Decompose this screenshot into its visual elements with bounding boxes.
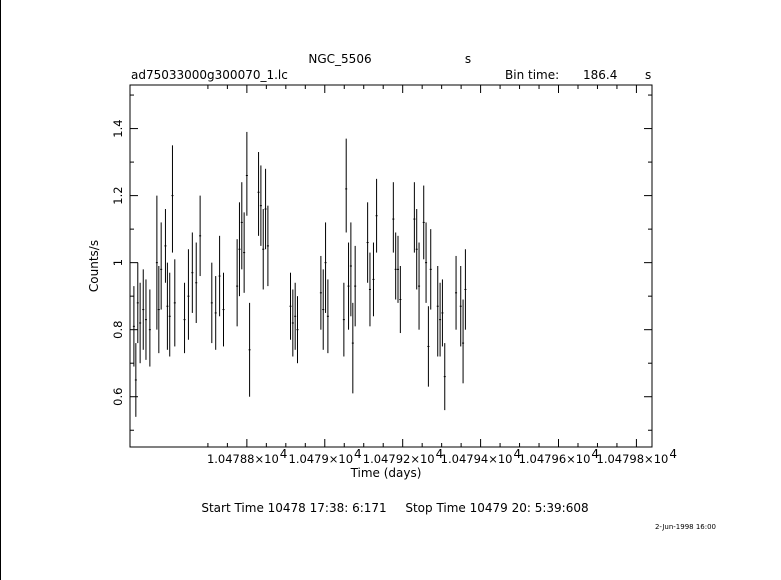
data-point (267, 245, 269, 246)
data-point (369, 289, 371, 290)
data-point (352, 343, 354, 344)
data-point (397, 269, 399, 270)
data-point (215, 312, 217, 313)
data-point (222, 309, 224, 310)
data-point (441, 312, 443, 313)
data-point (413, 219, 415, 220)
data-point (455, 292, 457, 293)
data-point (171, 195, 173, 196)
data-point (354, 286, 356, 287)
data-point (211, 302, 213, 303)
data-point (246, 175, 248, 176)
data-point (238, 249, 240, 250)
data-point (184, 319, 186, 320)
data-point (325, 262, 327, 263)
data-point (343, 319, 345, 320)
data-point (262, 249, 264, 250)
data-point (292, 322, 294, 323)
data-point (191, 272, 193, 273)
y-tick-label: 0.8 (111, 320, 125, 339)
data-point (372, 279, 374, 280)
data-point (199, 235, 201, 236)
x-tick-label: 1.04794×10 (440, 452, 513, 466)
data-point (166, 306, 168, 307)
data-point (348, 286, 350, 287)
data-point (437, 306, 439, 307)
x-tick-label: 1.04798×10 (596, 452, 669, 466)
data-point (367, 242, 369, 243)
data-point (160, 269, 162, 270)
y-tick-label: 1.4 (111, 119, 125, 138)
y-axis-label: Counts/s (87, 239, 101, 293)
object-unit: s (464, 52, 472, 66)
x-tick-exponent: 4 (669, 447, 677, 461)
data-point (444, 376, 446, 377)
data-point (174, 302, 176, 303)
data-point (327, 316, 329, 317)
y-tick-label: 0.6 (111, 387, 125, 406)
start-time: Start Time 10478 17:38: 6:171 (201, 501, 387, 515)
data-point (219, 276, 221, 277)
data-point (265, 209, 267, 210)
data-point (137, 302, 139, 303)
x-tick-label: 1.0479×10 (288, 452, 354, 466)
data-point (289, 306, 291, 307)
data-point (376, 215, 378, 216)
data-point (297, 329, 299, 330)
x-tick-exponent: 4 (279, 447, 288, 461)
data-point (350, 266, 352, 267)
data-point (158, 309, 160, 310)
data-point (399, 299, 401, 300)
data-point (460, 306, 462, 307)
object-name: NGC_5506 (308, 52, 372, 66)
bin-time-unit: s (645, 68, 652, 82)
data-point (169, 316, 171, 317)
data-point (322, 309, 324, 310)
data-point (258, 192, 260, 193)
data-point (294, 316, 296, 317)
y-tick-label: 1 (111, 258, 125, 267)
data-point (156, 262, 158, 263)
data-points (133, 132, 467, 417)
data-point (416, 249, 418, 250)
date-stamp: 2-Jun-1998 16:00 (654, 523, 716, 531)
data-point (236, 286, 238, 287)
x-tick-exponent: 4 (435, 447, 444, 461)
data-point (462, 343, 464, 344)
data-point (425, 262, 427, 263)
data-point (395, 269, 397, 270)
x-axis (207, 85, 677, 466)
data-point (427, 346, 429, 347)
data-point (418, 286, 420, 287)
bin-time-label: Bin time: (505, 68, 560, 82)
plot-frame (130, 85, 652, 447)
data-point (430, 269, 432, 270)
data-point (164, 245, 166, 246)
data-point (260, 205, 262, 206)
data-point (464, 289, 466, 290)
data-point (145, 319, 147, 320)
x-tick-exponent: 4 (591, 447, 600, 461)
x-tick-label: 1.04796×10 (518, 452, 591, 466)
data-point (249, 349, 251, 350)
x-tick-exponent: 4 (354, 447, 362, 461)
data-point (392, 219, 394, 220)
x-tick-label: 1.04788×10 (206, 452, 279, 466)
data-point (243, 252, 245, 253)
data-point (142, 309, 144, 310)
y-tick-label: 1.2 (111, 186, 125, 205)
data-point (135, 379, 137, 380)
x-tick-label: 1.04792×10 (362, 452, 435, 466)
data-point (423, 222, 425, 223)
data-point (139, 322, 141, 323)
data-point (195, 282, 197, 283)
data-point (320, 292, 322, 293)
data-point (133, 326, 135, 327)
data-point (241, 222, 243, 223)
bin-time-value: 186.4 (583, 68, 618, 82)
stop-time: Stop Time 10479 20: 5:39:608 (405, 501, 589, 515)
data-point (345, 188, 347, 189)
x-tick-exponent: 4 (513, 447, 522, 461)
data-point (187, 296, 189, 297)
file-name: ad75033000g300070_1.lc (131, 68, 288, 82)
data-point (149, 329, 151, 330)
data-point (439, 319, 441, 320)
x-axis-label: Time (days) (350, 466, 422, 480)
